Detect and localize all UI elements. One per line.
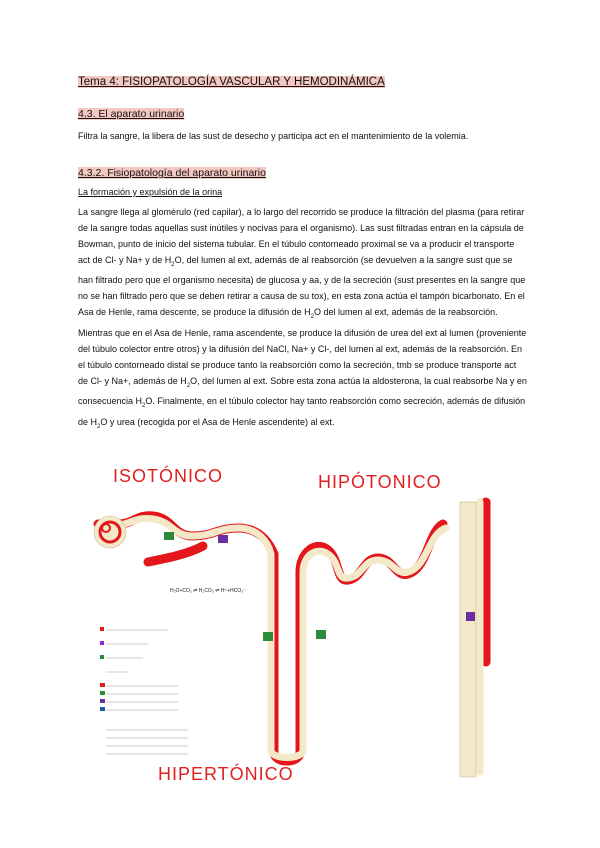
intro-paragraph: Filtra la sangre, la libera de las sust de desecho y participa act en el mantenimiento de la volemia. bbox=[78, 131, 469, 141]
body-text-segment: La sangre llega al glomérulo (red capilar), a lo largo del recorrido se produce la filtración del plasma (para retirar de la sangre todas aquellas sust inútiles y nocivas para el organismo). Las sust filtradas entran en la cápsula de Bowman, punto de inicio del sistema tubular. En el túbulo contorneado proximal se va a producir el transporte act de Cl- y Na+ y de H bbox=[78, 207, 525, 265]
document-title: Tema 4: FISIOPATOLOGÍA VASCULAR Y HEMODINÁMICA bbox=[78, 76, 385, 88]
collecting-duct bbox=[460, 502, 476, 777]
body-text-segment: O, del lumen al ext. Sobre esta zona actúa la aldosterona, la cual reabsorbe Na y en consecuencia H bbox=[78, 375, 527, 407]
body-text-segment: O y urea (recogida por el Asa de Henle ascendente) al ext. bbox=[100, 417, 335, 428]
subscript: 2 bbox=[142, 403, 146, 410]
bicarbonate-equation: H₂O+CO₂ ⇌ H₂CO₃ ⇌ H⁺+HCO₃⁻ bbox=[170, 588, 246, 594]
subscript: 2 bbox=[97, 423, 101, 430]
subscript: 2 bbox=[171, 261, 175, 268]
subsection-heading: 4.3.2. Fisiopatología del aparato urinario bbox=[78, 167, 266, 179]
label-hypotonic: HIPÓTONICO bbox=[318, 472, 442, 492]
subscript: 2 bbox=[186, 382, 191, 389]
nephron-diagram bbox=[78, 462, 528, 792]
body-text-segment: O. Finalmente, en el túbulo colector hay tanto reabsorción como secreción, además de difusión de H bbox=[78, 396, 526, 428]
subscript: 2 bbox=[310, 314, 314, 321]
capillary-network bbox=[98, 502, 486, 761]
label-isotonic: ISOTÓNICO bbox=[113, 466, 224, 486]
legend-markers bbox=[100, 627, 105, 711]
body-text-segment: O, del lumen al ext, además de al reabsorción (se devuelven a la sangre sust que se han filtrado pero que el organismo necesita) de glucosa y aa, y de la secreción (sust presentes en la sangre que no se han filtrado pero que se deben retirar a causa de su tox), en esta zona actúa el tampón bicarbonato. En el Asa de Henle, rama descente, se produce la difusión de H bbox=[78, 254, 526, 318]
subheading: La formación y expulsión de la orina bbox=[78, 187, 223, 197]
label-hypertonic: HIPERTÓNICO bbox=[158, 764, 294, 784]
legend bbox=[106, 630, 188, 754]
body-paragraph bbox=[78, 205, 528, 436]
body-text-segment: O del lumen al ext, además de la reabsorción. Mientras que en el Asa de Henle, rama ascendente, se produce la difusión de urea del ext al lumen (proveniente del túbulo colector entre otros) y la difusión del NaCl, Na+ y Cl-, del lumen al ext, además de la reabsorción. En el túbulo contorneado distal se produce tanto la reabsorción como la secreción, tmb se produce transporte act de Cl- y Na+, además de H bbox=[78, 307, 527, 386]
section-heading: 4.3. El aparato urinario bbox=[78, 108, 185, 120]
glomerulus bbox=[94, 516, 126, 548]
